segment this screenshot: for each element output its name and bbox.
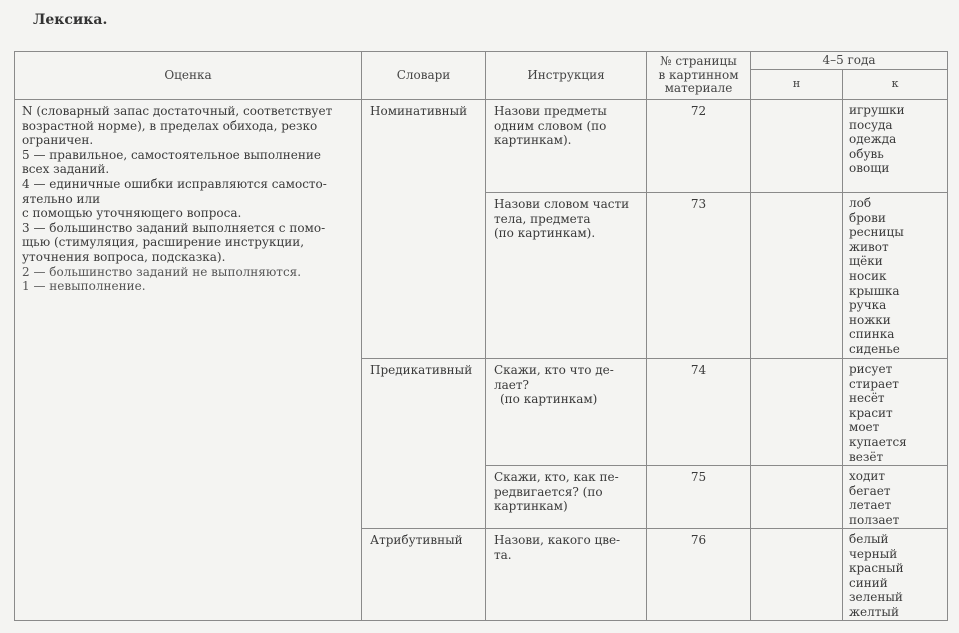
instruction-cell <box>486 359 647 466</box>
header-ocenka: Оценка <box>15 52 362 100</box>
ocenka-line: 5 — правильное, самостоятельное выполнение <box>22 147 321 162</box>
header-instrukciya: Инструкция <box>486 52 647 100</box>
table-row <box>15 100 948 193</box>
instruction-line: лает? <box>494 377 529 392</box>
instruction-line: та. <box>494 547 512 562</box>
n-cell <box>751 193 843 359</box>
section-title: Лексика. <box>33 12 108 28</box>
n-cell <box>751 100 843 193</box>
instruction-line: картинкам). <box>494 133 572 148</box>
ocenka-line: всех заданий. <box>22 162 110 177</box>
ocenka-line: ограничен. <box>22 133 94 148</box>
instruction-cell <box>486 529 647 621</box>
word: одежда <box>849 132 897 147</box>
word: синий <box>849 575 888 590</box>
header-n: н <box>751 70 843 100</box>
n-cell <box>751 466 843 529</box>
instruction-cell <box>486 100 647 193</box>
ocenka-line: ятельно или <box>22 191 101 206</box>
word: везёт <box>849 449 884 464</box>
word: ножки <box>849 312 891 327</box>
words-cell <box>843 100 948 193</box>
word: носик <box>849 268 887 283</box>
word: несёт <box>849 391 885 406</box>
n-cell <box>751 359 843 466</box>
instruction-line: Назови предметы <box>494 104 607 118</box>
word: купается <box>849 434 907 449</box>
ocenka-line: 3 — большинство заданий выполняется с помо- <box>22 220 326 235</box>
word: щёки <box>849 254 883 269</box>
instruction-line: редвигается? (по <box>494 484 603 499</box>
word: моет <box>849 420 880 435</box>
word: желтый <box>849 604 899 619</box>
word: зеленый <box>849 590 903 605</box>
word: обувь <box>849 146 884 161</box>
word: ресницы <box>849 225 904 240</box>
ocenka-line: N (словарный запас достаточный, соответствует <box>22 104 333 118</box>
page-cell: 74 <box>647 359 751 466</box>
ocenka-line: с помощью уточняющего вопроса. <box>22 206 242 221</box>
page-cell: 75 <box>647 466 751 529</box>
words-cell <box>843 466 948 529</box>
word: спинка <box>849 327 895 342</box>
lexicon-table <box>14 51 948 621</box>
header-page-line: материале <box>664 81 733 96</box>
word: красный <box>849 561 904 576</box>
word: черный <box>849 546 898 561</box>
ocenka-line: щью (стимуляция, расширение инструкции, <box>22 235 305 250</box>
instruction-line: картинкам) <box>494 499 568 514</box>
word: стирает <box>849 376 899 391</box>
word: рисует <box>849 362 893 376</box>
word: красит <box>849 405 893 420</box>
word: белый <box>849 532 889 546</box>
instruction-line: Скажи, кто, как пе- <box>494 470 619 484</box>
word: сиденье <box>849 341 900 356</box>
dictionary-cell: Предикативный <box>362 359 486 529</box>
header-k: к <box>843 70 948 100</box>
ocenka-line: уточнения вопроса, подсказка). <box>22 249 226 264</box>
ocenka-line: возрастной норме), в пределах обихода, резко <box>22 118 318 133</box>
word: крышка <box>849 283 900 298</box>
word: ходит <box>849 469 886 483</box>
header-page-line: в картинном <box>658 67 739 82</box>
word: посуда <box>849 117 893 132</box>
ocenka-line: 4 — единичные ошибки исправляются самосто- <box>22 176 327 191</box>
word: ползает <box>849 512 900 527</box>
ocenka-line: 1 — невыполнение. <box>22 279 146 294</box>
header-page-number <box>647 52 751 100</box>
header-age: 4–5 года <box>751 52 948 70</box>
ocenka-criteria <box>15 100 362 621</box>
instruction-line: Назови словом части <box>494 197 630 211</box>
instruction-cell <box>486 193 647 359</box>
word: лоб <box>849 196 872 210</box>
word: овощи <box>849 161 890 176</box>
dictionary-cell: Номинативный <box>362 100 486 359</box>
dictionary-cell: Атрибутивный <box>362 529 486 621</box>
instruction-line: (по картинкам) <box>500 392 598 407</box>
ocenka-line: 2 — большинство заданий не выполняются. <box>22 264 302 279</box>
instruction-line: Назови, какого цве- <box>494 533 621 547</box>
page-cell: 72 <box>647 100 751 193</box>
header-slovari: Словари <box>362 52 486 100</box>
instruction-cell <box>486 466 647 529</box>
word: живот <box>849 239 889 254</box>
page-cell: 73 <box>647 193 751 359</box>
word: брови <box>849 210 886 225</box>
instruction-line: одним словом (по <box>494 118 607 133</box>
word: игрушки <box>849 103 905 117</box>
word: ручка <box>849 298 887 313</box>
words-cell <box>843 529 948 621</box>
instruction-line: (по картинкам). <box>494 226 596 241</box>
word: летает <box>849 498 892 513</box>
n-cell <box>751 529 843 621</box>
page-cell: 76 <box>647 529 751 621</box>
words-cell <box>843 359 948 466</box>
instruction-line: Скажи, кто что де- <box>494 363 614 377</box>
word: бегает <box>849 483 891 498</box>
instruction-line: тела, предмета <box>494 211 591 226</box>
header-page-line: № страницы <box>660 54 737 69</box>
words-cell <box>843 193 948 359</box>
